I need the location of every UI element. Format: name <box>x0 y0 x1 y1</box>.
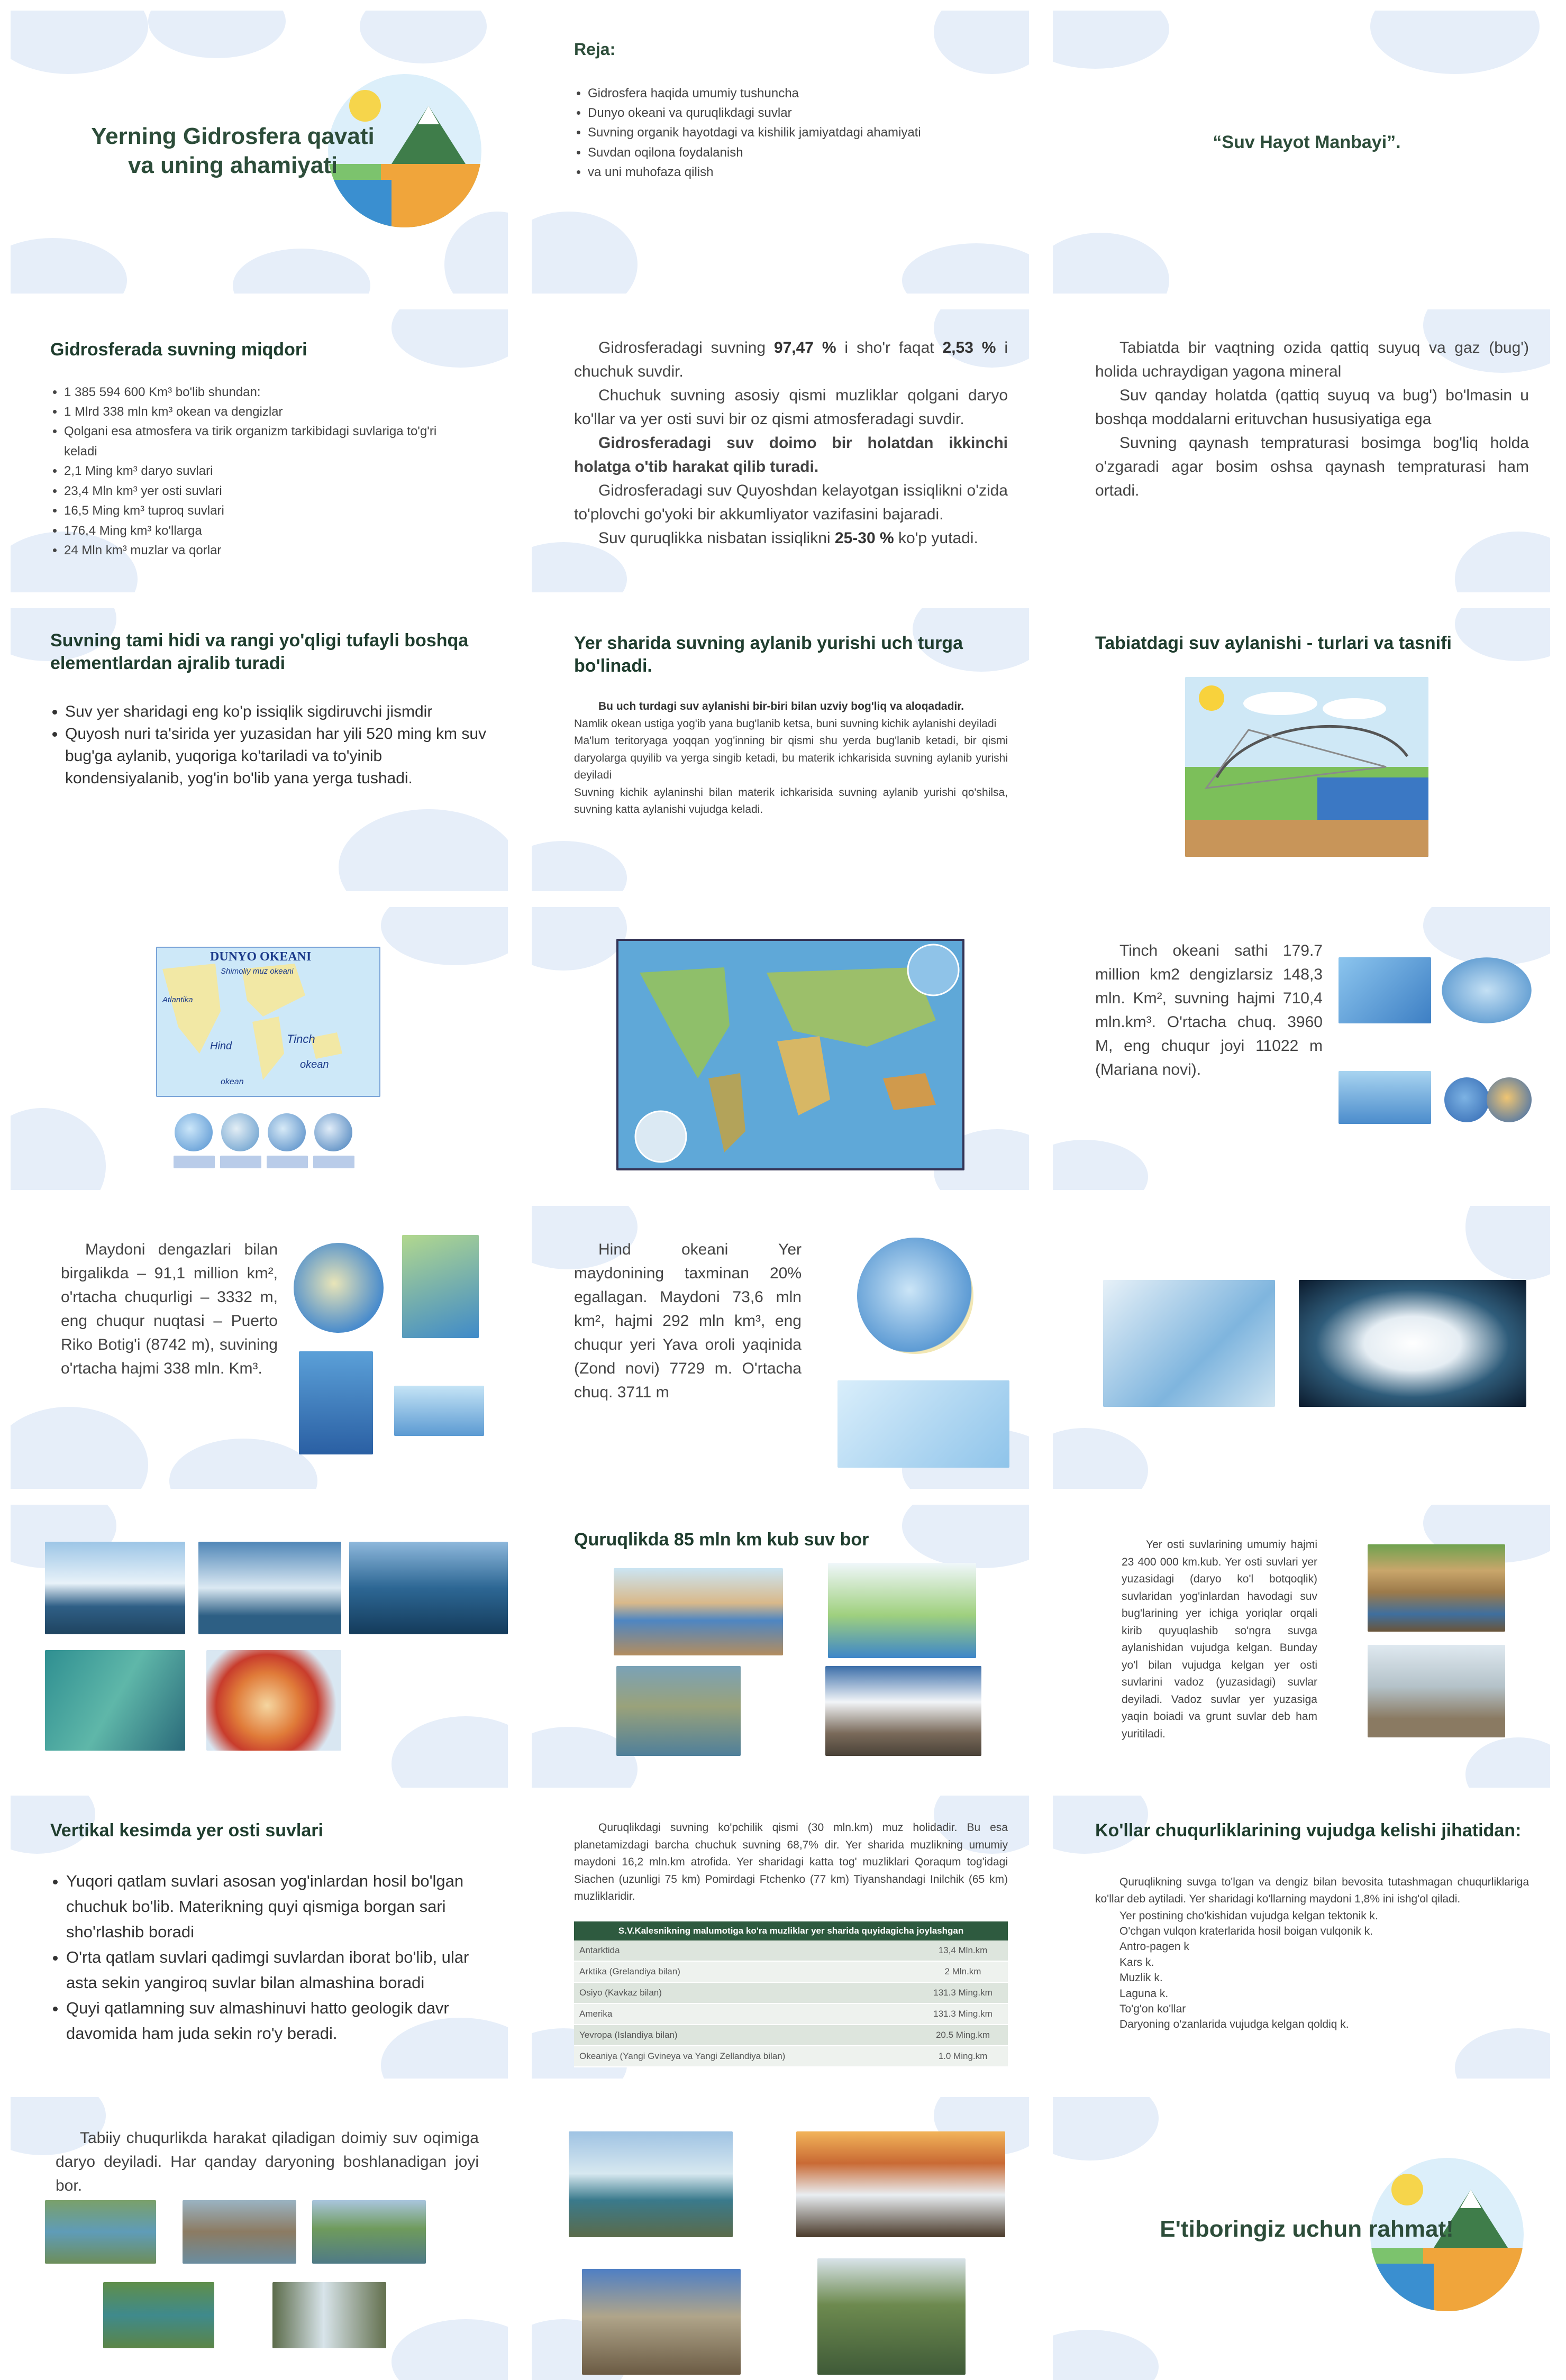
plan-list <box>574 84 997 182</box>
slide-atlantic <box>11 1206 508 1489</box>
map-label: Shimoliy muz okeani <box>221 967 294 976</box>
river-valley-photo <box>312 2200 426 2264</box>
slide-water-properties <box>11 608 508 891</box>
lakes-item: Kars k. <box>1119 1956 1154 1969</box>
slide-physical-map <box>532 907 1029 1190</box>
table-cell-region: Arktika (Grelandiya bilan) <box>574 1961 918 1982</box>
lakes-item: O'chgan vulqon kraterlarida hosil boigan vulqonik k. <box>1119 1925 1373 1937</box>
water-cycle-diagram-title: Tabiatdagi suv aylanishi - turlari va tasnifi <box>1095 633 1452 653</box>
mineral-paragraph-2: Suv qanday holatda (qattiq suyuq va bug') bo'lmasin u boshqa moddalarni erituvchan hususiyatiga ega <box>1095 387 1529 428</box>
slide-arctic <box>1053 1206 1550 1489</box>
salt-fresh-paragraph-4: Gidrosferadagi suv Quyoshdan kelayotgan issiqlikni o'zida to'plovchi go'yoki bir akkumliyator vazifasini bajaradi. <box>574 482 1008 523</box>
lakes-title: Ko'llar chuqurliklarining vujudga kelishi jihatidan: <box>1095 1820 1522 1841</box>
iceberg-photo <box>198 1542 341 1634</box>
table-cell-area: 131.3 Ming.km <box>918 2003 1008 2025</box>
slide-water-amount <box>11 309 508 592</box>
river-bridge-photo <box>183 2200 296 2264</box>
slide-mineral <box>1053 309 1550 592</box>
plan-item: • Suvning organik hayotdagi va kishilik jamiyatdagi ahamiyati <box>588 123 997 142</box>
earth-layers-image <box>206 1650 341 1751</box>
slide-water-cycle-types <box>532 608 1029 891</box>
water-cycle-paragraph-3: Ma'lum teritoryaga yoqqan yog'inning bir qismi shu yerda bug'lanib ketadi, bir qismi daryolarga quyilib va yerga singib ketadi, bu materik ichkarisida suvning aylanib yurishi deyiladi <box>574 735 1008 782</box>
plan-item: • va uni muhofaza qilish <box>588 162 997 182</box>
rivers-text: Tabiiy chuqurlikda harakat qiladigan doimiy suv oqimiga daryo deyiladi. Har qanday daryoning boshlanadigan joyi bor. <box>56 2129 479 2194</box>
plan-item: • Dunyo okeani va quruqlikdagi suvlar <box>588 103 997 123</box>
slide-ice-photos <box>11 1505 508 1788</box>
plan-item: • Gidrosfera haqida umumiy tushuncha <box>588 84 997 103</box>
table-cell-region: Antarktida <box>574 1940 918 1961</box>
ocean-caption-box <box>313 1156 354 1168</box>
vertical-section-title: Vertikal kesimda yer osti suvlari <box>50 1820 323 1841</box>
lakes-item: Daryoning o'zanlarida vujudga kelgan qoldiq k. <box>1119 2018 1349 2031</box>
groundwater-layers-image <box>1368 1544 1505 1632</box>
indian-map-thumbnail <box>837 1380 1009 1468</box>
lakes-item: To'g'on ko'llar <box>1119 2002 1186 2015</box>
table-cell-area: 1.0 Ming.km <box>918 2046 1008 2067</box>
iceberg-photo <box>45 1542 185 1634</box>
slide-water-cycle-diagram <box>1053 608 1550 891</box>
vertical-section-item: • O'rta qatlam suvlari qadimgi suvlardan iborat bo'lib, ular asta sekin yangiroq suvlar bilan almashina boradi <box>66 1945 479 1995</box>
table-row <box>574 2003 1008 2025</box>
water-amount-item: • 24 Mln km³ muzlar va qorlar <box>64 541 466 560</box>
plan-heading: Reja: <box>574 40 616 59</box>
ocean-globe-thumbnail <box>175 1113 213 1151</box>
pacific-globe-thumbnail <box>1442 957 1532 1023</box>
map-label: Atlantika <box>162 995 193 1004</box>
slide-lakes <box>1053 1796 1550 2079</box>
table-cell-region: Amerika <box>574 2003 918 2025</box>
arctic-map-image <box>1103 1280 1275 1407</box>
pacific-map-thumbnail <box>1339 957 1431 1023</box>
table-cell-area: 2 Mln.km <box>918 1961 1008 1982</box>
slide-vertical-section <box>11 1796 508 2079</box>
angel-falls-photo <box>582 2269 741 2375</box>
table-cell-region: Osiyo (Kavkaz bilan) <box>574 1982 918 2003</box>
slide-salt-fresh <box>532 309 1029 592</box>
salt-fresh-paragraph-3: Gidrosferadagi suv doimo bir holatdan ikkinchi holatga o'tib harakat qilib turadi. <box>574 434 1008 475</box>
mountain-waterfall-photo <box>817 2258 966 2375</box>
table-row <box>574 1982 1008 2003</box>
pacific-text: Tinch okeani sathi 179.7 million km2 dengizlarsiz 148,3 mln. Km², suvning hajmi 710,4 mln.km³. O'rtacha chuq. 3960 M, eng chuqur joyi 11022 m (Mariana novi). <box>1095 942 1323 1078</box>
slide-waterfalls <box>532 2097 1029 2380</box>
atlantic-text: Maydoni dengazlari bilan birgalikda – 91,1 million km², o'rtacha chuqurligi – 3332 m, eng chuqur nuqtasi – Puerto Riko Botig'i (8742 m), suvining o'rtacha hajmi 338 mln. Km³. <box>61 1241 278 1377</box>
table-row <box>574 2025 1008 2046</box>
presentation-title: Yerning Gidrosfera qavati va uning ahamiyati <box>91 123 375 178</box>
vertical-section-item: • Quyi qatlamning suv almashinuvi hatto geologik davr davomida ham juda sekin ro'y beradi. <box>66 1995 479 2046</box>
water-cycle-illustration <box>828 1563 976 1658</box>
world-ocean-map-image <box>156 947 380 1097</box>
pacific-hemisphere-right <box>1487 1077 1532 1122</box>
glaciers-table-header: S.V.Kalesnikning malumotiga ko'ra muzliklar yer sharida quyidagicha joylashgan <box>574 1921 1008 1940</box>
drilling-rig-photo <box>1368 1645 1505 1737</box>
atlantic-ridge-thumbnail <box>299 1351 373 1454</box>
table-cell-region: Okeaniya (Yangi Gvineya va Yangi Zellandiya bilan) <box>574 2046 918 2067</box>
slide-groundwater <box>1053 1505 1550 1788</box>
lakes-intro: Quruqlikning suvga to'lgan va dengiz bilan bevosita tutashmagan chuqurliklariga ko'llar deb aytiladi. Yer sharidagi ko'llarning maydoni 1,8% ini ishg'ol qiladi. <box>1095 1875 1529 1906</box>
plan-item: • Suvdan oqilona foydalanish <box>588 143 997 162</box>
water-amount-item: • Qolgani esa atmosfera va tirik organizm tarkibidagi suvlariga to'g'ri keladi <box>64 422 466 461</box>
ocean-caption-box <box>220 1156 261 1168</box>
lakes-item: Muzlik k. <box>1119 1972 1163 1984</box>
table-row <box>574 1961 1008 1982</box>
salt-fresh-paragraph-2: Chuchuk suvning asosiy qismi muzliklar qolgani daryo ko'llar va yer osti suvi bir oz qismi atmosferadagi suvdir. <box>574 387 1008 428</box>
ocean-caption-box <box>174 1156 215 1168</box>
atlantic-world-thumbnail <box>394 1386 484 1436</box>
map-label: Tinch <box>287 1032 315 1046</box>
mineral-paragraph-3: Suvning qaynash tempraturasi bosimga bog'liq holda o'zgaradi agar bosim oshsa qaynash tempraturasi ham ortadi. <box>1095 434 1529 499</box>
vertical-section-list <box>50 1869 479 2046</box>
salt-fresh-paragraph-5: Suv quruqlikka nisbatan issiqlikni 25-30 % ko'p yutadi. <box>598 529 978 547</box>
water-cycle-paragraph-4: Suvning kichik aylaninshi bilan materik ichkarisida suvning aylanib yurishi qo'shilsa, suvning katta aylanishi vujudga keladi. <box>574 786 1008 816</box>
lakes-item: Yer postining cho'kishidan vujudga kelgan tektonik k. <box>1119 1909 1378 1922</box>
land-water-title: Quruqlikda 85 mln km kub suv bor <box>574 1530 869 1550</box>
slide-world-ocean-map <box>11 907 508 1190</box>
map-label: okean <box>221 1077 244 1086</box>
slide-rivers <box>11 2097 508 2380</box>
groundwater-text: Yer osti suvlarining umumiy hajmi 23 400 000 km.kub. Yer osti suvlari yer yuzasidagi (daryo ko'l botqoqlik) suvlaridan yog'inlardan havodagi suv bug'larining yer ichiga yoriqlar orqali kirib quyuqlashib so'ngra suvga aylanishidan vujudga kelgan. Bunday yo'l bilan vujudga kelgan yer osti suvlarini vadoz (yuzasidagi) suvlar deyiladi. Vadoz suvlar yer yuzasiga yaqin boiadi va grunt suvlar deb ham yuritiladi. <box>1122 1539 1317 1741</box>
niagara-falls-photo <box>569 2131 733 2237</box>
map-label: okean <box>300 1059 329 1070</box>
groundwater-diagram <box>614 1568 783 1655</box>
water-amount-list <box>50 382 466 561</box>
water-properties-list <box>50 701 488 790</box>
water-properties-title: Suvning tami hidi va rangi yo'qligi tufayli boshqa elementlardan ajralib turadi <box>50 630 469 673</box>
salt-fresh-paragraph-1: Gidrosferadagi suvning 97,47 % i sho'r faqat 2,53 % i chuchuk suvdir. <box>574 339 1008 380</box>
water-properties-item: • Quyosh nuri ta'sirida yer yuzasidan har yili 520 ming km suv bug'ga aylanib, yuqoriga ko'tariladi va to'yinib kondensiyalanib, yog'in bo'lib yana yerga tushadi. <box>65 723 488 790</box>
water-amount-item: • 1 385 594 600 Km³ bo'lib shundan: <box>64 382 466 402</box>
mountain-photo <box>825 1666 981 1756</box>
river-dam-photo <box>45 2200 156 2264</box>
water-amount-item: • 176,4 Ming km³ ko'llarga <box>64 521 466 541</box>
glaciers-text: Quruqlikdagi suvning ko'pchilik qismi (30 mln.km) muz holidadir. Bu esa planetamizdagi barcha chuchuk suvning 68,7% dir. Yer sharida muzlikning umumiy maydoni 16,2 mln.km atrofida. Yer sharidagi katta tog' muzliklari Qoraqum tog'idagi Siachen (uzunligi 75 km) Pomirdagi Ftchenko (77 km) Tiyanshandagi Inilchik (65 km) muzliklaridir. <box>574 1821 1008 1903</box>
river-meander-photo <box>103 2282 214 2348</box>
table-row <box>574 1940 1008 1961</box>
water-amount-title: Gidrosferada suvning miqdori <box>50 340 307 360</box>
sea-meeting-photo <box>45 1650 185 1751</box>
vertical-section-item: • Yuqori qatlam suvlari asosan yog'inlardan hosil bo'lgan chuchuk bo'lib. Materikning quyi qismiga borgan sari sho'rlashib boradi <box>66 1869 479 1945</box>
atlantic-map-thumbnail <box>402 1235 479 1338</box>
slide-glaciers <box>532 1796 1029 2079</box>
ocean-globe-thumbnail <box>221 1113 259 1151</box>
ocean-globe-thumbnail <box>268 1113 306 1151</box>
indian-text: Hind okeani Yer maydonining taxminan 20% egallagan. Maydoni 73,6 mln km², hajmi 292 mln km³, eng chuqur yeri Yava oroli yaqinida (Zond novi) 7729 m. O'rtacha chuq. 3711 m <box>574 1241 802 1401</box>
lakes-item: Laguna k. <box>1119 1987 1169 2000</box>
water-amount-item: • 2,1 Ming km³ daryo suvlari <box>64 461 466 481</box>
water-properties-item: • Suv yer sharidagi eng ko'p issiqlik sigdiruvchi jismdir <box>65 701 488 723</box>
map-title: DUNYO OKEANI <box>210 950 312 964</box>
water-cycle-paragraph-1: Bu uch turdagi suv aylanishi bir-biri bilan uzviy bog'liq va aloqadadir. <box>598 700 964 712</box>
water-amount-item: • 23,4 Mln km³ yer osti suvlari <box>64 481 466 501</box>
thanks-text: E'tiboringiz uchun rahmat! <box>1160 2216 1454 2242</box>
lakes-list <box>1095 1908 1529 2033</box>
glaciers-table <box>574 1921 1008 2067</box>
table-cell-area: 20.5 Ming.km <box>918 2025 1008 2046</box>
mineral-paragraph-1: Tabiatda bir vaqtning ozida qattiq suyuq va gaz (bug') holida uchraydigan yagona mineral <box>1095 339 1529 380</box>
map-label: Hind <box>210 1040 232 1052</box>
victoria-falls-photo <box>796 2131 1005 2237</box>
physical-world-map-image <box>616 939 964 1170</box>
table-cell-region: Yevropa (Islandiya bilan) <box>574 2025 918 2046</box>
slide-thanks <box>1053 2097 1550 2380</box>
waterfall-photo <box>272 2282 386 2348</box>
ocean-photo <box>349 1542 508 1634</box>
water-cycle-diagram-image <box>1185 677 1428 857</box>
pacific-world-map-thumbnail <box>1339 1071 1431 1124</box>
water-cycle-types-title: Yer sharida suvning aylanib yurishi uch turga bo'linadi. <box>574 633 963 676</box>
ocean-globe-thumbnail <box>314 1113 352 1151</box>
arctic-satellite-image <box>1299 1280 1526 1407</box>
slide-plan <box>532 11 1029 294</box>
atlantic-globe-thumbnail <box>294 1243 384 1333</box>
pacific-hemisphere-left <box>1444 1077 1489 1122</box>
quote-text: “Suv Hayot Manbayi”. <box>1213 132 1401 152</box>
table-cell-area: 131.3 Ming.km <box>918 1982 1008 2003</box>
table-row <box>574 2046 1008 2067</box>
water-amount-item: • 16,5 Ming km³ tuproq suvlari <box>64 501 466 520</box>
table-cell-area: 13,4 Mln.km <box>918 1940 1008 1961</box>
lakes-item: Antro-pagen k <box>1119 1940 1189 1953</box>
slide-title <box>11 11 508 294</box>
indian-globe-thumbnail <box>857 1238 973 1354</box>
slide-indian <box>532 1206 1029 1489</box>
slide-pacific <box>1053 907 1550 1190</box>
slide-quote <box>1053 11 1550 294</box>
dam-photo <box>616 1666 741 1756</box>
water-cycle-paragraph-2: Namlik okean ustiga yog'ib yana bug'lanib ketsa, buni suvning kichik aylanishi deyiladi <box>574 717 997 730</box>
ocean-caption-box <box>267 1156 308 1168</box>
slide-land-water <box>532 1505 1029 1788</box>
water-amount-item: • 1 Mlrd 338 mln km³ okean va dengizlar <box>64 402 466 422</box>
